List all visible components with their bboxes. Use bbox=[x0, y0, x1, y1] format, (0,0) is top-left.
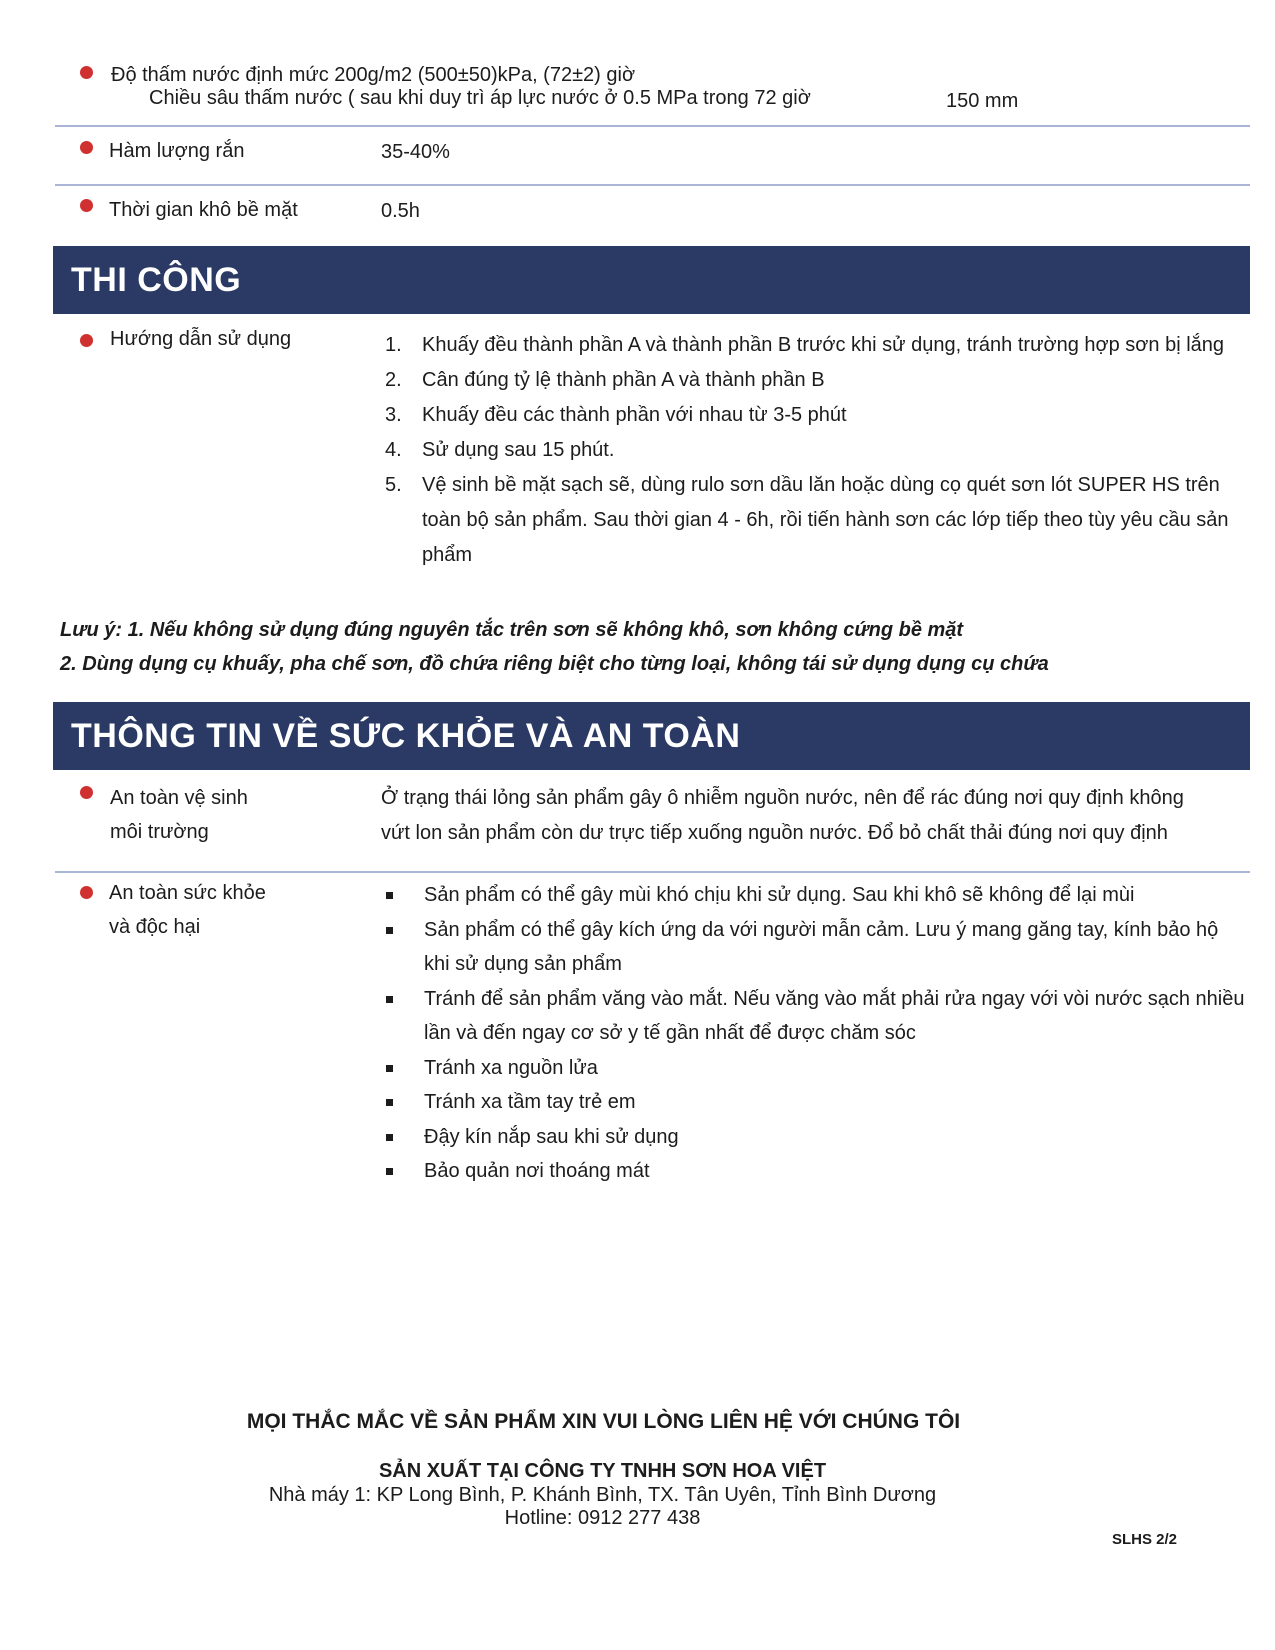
bullet-dot bbox=[80, 66, 93, 79]
list-item: Tránh xa tầm tay trẻ em bbox=[386, 1085, 1246, 1120]
step-item: 3. Khuấy đều các thành phần với nhau từ 3-5 phút bbox=[385, 404, 847, 426]
step-item: 5. Vệ sinh bề mặt sạch sẽ, dùng rulo sơn dầu lăn hoặc dùng cọ quét sơn lót SUPER HS trên toàn bộ sản phẩm. Sau thời gian 4 - 6h, rồi tiến hành sơn các lớp tiếp theo tùy yêu cầu sản phẩm bbox=[385, 474, 1229, 566]
dry-time-label: Thời gian khô bề mặt bbox=[109, 199, 298, 221]
env-text: Ở trạng thái lỏng sản phẩm gây ô nhiễm nguồn nước, nên để rác đúng nơi quy định không vứt lon sản phẩm còn dư trực tiếp xuống nguồn nước. Đổ bỏ chất thải đúng nơi quy định bbox=[381, 787, 1184, 844]
health-label-line1: An toàn sức khỏe bbox=[109, 882, 266, 904]
water-spec-line2: Chiều sâu thấm nước ( sau khi duy trì áp lực nước ở 0.5 MPa trong 72 giờ bbox=[149, 87, 811, 109]
list-item: Sản phẩm có thể gây kích ứng da với người mẫn cảm. Lưu ý mang găng tay, kính bảo hộ khi sử dụng sản phẩm bbox=[386, 913, 1246, 982]
row-divider bbox=[55, 871, 1250, 873]
list-item: Đậy kín nắp sau khi sử dụng bbox=[386, 1120, 1246, 1155]
square-bullet-icon bbox=[386, 1134, 393, 1141]
application-heading: THI CÔNG bbox=[53, 246, 1250, 314]
bullet-dot bbox=[80, 199, 93, 212]
bullet-dot bbox=[80, 334, 93, 347]
note-line-1: Lưu ý: 1. Nếu không sử dụng đúng nguyên tắc trên sơn sẽ không khô, sơn không cứng bề mặt bbox=[60, 619, 964, 641]
water-spec-value: 150 mm bbox=[946, 90, 1019, 112]
row-divider bbox=[55, 184, 1250, 186]
company-name: SẢN XUẤT TẠI CÔNG TY TNHH SƠN HOA VIỆT bbox=[378, 1460, 827, 1482]
dry-time-value: 0.5h bbox=[381, 200, 420, 222]
factory-address: Nhà máy 1: KP Long Bình, P. Khánh Bình, TX. Tân Uyên, Tỉnh Bình Dương bbox=[268, 1484, 937, 1506]
bullet-dot bbox=[80, 141, 93, 154]
usage-steps bbox=[385, 328, 1235, 573]
square-bullet-icon bbox=[386, 996, 393, 1003]
bullet-dot bbox=[80, 786, 93, 799]
bullet-dot bbox=[80, 886, 93, 899]
list-item: Tránh để sản phẩm văng vào mắt. Nếu văng vào mắt phải rửa ngay với vòi nước sạch nhiều lần và đến ngay cơ sở y tế gần nhất để được chăm sóc bbox=[386, 982, 1246, 1051]
square-bullet-icon bbox=[386, 1065, 393, 1072]
env-label-line1: An toàn vệ sinh bbox=[110, 787, 248, 809]
water-spec-line1: Độ thấm nước định mức 200g/m2 (500±50)kPa, (72±2) giờ bbox=[111, 64, 636, 86]
step-item: 4. Sử dụng sau 15 phút. bbox=[385, 439, 615, 461]
contact-heading: MỌI THẮC MẮC VỀ SẢN PHẨM XIN VUI LÒNG LIÊN HỆ VỚI CHÚNG TÔI bbox=[246, 1410, 961, 1433]
square-bullet-icon bbox=[386, 1099, 393, 1106]
usage-label: Hướng dẫn sử dụng bbox=[110, 328, 292, 350]
health-list bbox=[386, 878, 1246, 1189]
env-label-line2: môi trường bbox=[110, 821, 209, 843]
square-bullet-icon bbox=[386, 927, 393, 934]
hotline: Hotline: 0912 277 438 bbox=[504, 1507, 701, 1529]
row-divider bbox=[55, 125, 1250, 127]
health-label-line2: và độc hại bbox=[109, 916, 201, 938]
list-item: Bảo quản nơi thoáng mát bbox=[386, 1154, 1246, 1189]
note-line-2: 2. Dùng dụng cụ khuấy, pha chế sơn, đồ chứa riêng biệt cho từng loại, không tái sử dụng dụng cụ chứa bbox=[60, 653, 1049, 675]
step-item: 1. Khuấy đều thành phần A và thành phần B trước khi sử dụng, tránh trường hợp sơn bị lắng bbox=[385, 334, 1225, 356]
page-number: SLHS 2/2 bbox=[1112, 1531, 1178, 1548]
list-item: Tránh xa nguồn lửa bbox=[386, 1051, 1246, 1086]
square-bullet-icon bbox=[386, 1168, 393, 1175]
step-item: 2. Cân đúng tỷ lệ thành phần A và thành phần B bbox=[385, 369, 825, 391]
solids-value: 35-40% bbox=[381, 141, 450, 163]
list-item: Sản phẩm có thể gây mùi khó chịu khi sử dụng. Sau khi khô sẽ không để lại mùi bbox=[386, 878, 1246, 913]
square-bullet-icon bbox=[386, 892, 393, 899]
safety-heading: THÔNG TIN VỀ SỨC KHỎE VÀ AN TOÀN bbox=[53, 702, 1250, 770]
solids-label: Hàm lượng rắn bbox=[109, 140, 245, 162]
